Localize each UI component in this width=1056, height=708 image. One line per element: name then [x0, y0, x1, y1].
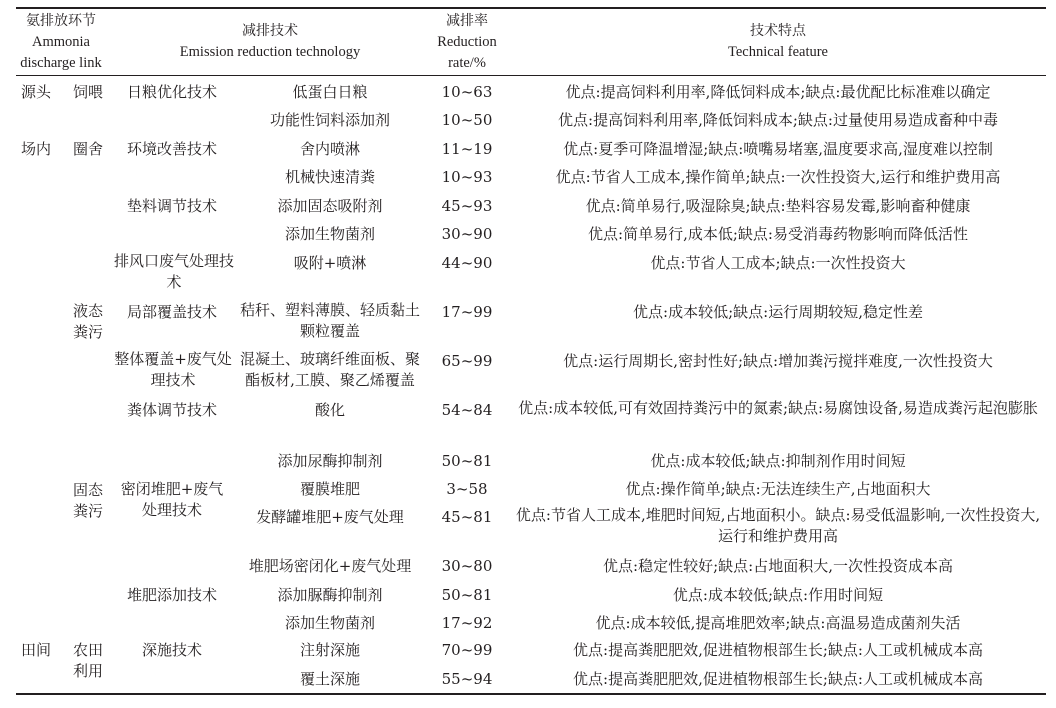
feature: 优点:操作简单;缺点:无法连续生产,占地面积大 [625, 479, 931, 498]
feature: 优点:成本较低;缺点:作用时间短 [672, 585, 884, 604]
header-link-cn: 氨排放环节 [26, 12, 96, 29]
header-feature [510, 9, 1046, 75]
category-exhaust-treatment: 排风口废气处理技术 [114, 252, 235, 291]
header-rule [16, 75, 1046, 76]
method: 酸化 [314, 400, 345, 419]
rate: 10~63 [441, 82, 493, 101]
rate: 3~58 [446, 479, 488, 498]
rate: 10~93 [441, 167, 493, 186]
link-barn: 圈舍 [72, 139, 103, 158]
feature: 优点:提高饲料利用率,降低饲料成本;缺点:过量使用易造成畜种中毒 [558, 110, 998, 129]
feature: 优点:成本较低;缺点:运行周期较短,稳定性差 [633, 302, 923, 321]
method: 添加脲酶抑制剂 [277, 585, 383, 604]
rate: 45~81 [441, 507, 493, 526]
category-bedding-adjustment: 垫料调节技术 [126, 196, 217, 215]
header-feature-cn: 技术特点 [750, 23, 806, 39]
method: 发酵罐堆肥+废气处理 [256, 507, 404, 526]
feature: 优点:节省人工成本;缺点:一次性投资大 [650, 253, 906, 272]
category-deep-application: 深施技术 [141, 640, 202, 659]
rate: 54~84 [441, 400, 493, 419]
feature: 优点:稳定性较好;缺点:占地面积大,一次性投资成本高 [603, 556, 953, 575]
category-partial-cover: 局部覆盖技术 [126, 302, 217, 321]
rate: 45~93 [441, 196, 493, 215]
category-closed-compost-exhaust: 密闭堆肥+废气处理技术 [120, 480, 224, 519]
feature: 优点:简单易行,成本低;缺点:易受消毒药物影响而降低活性 [588, 224, 968, 243]
bottom-rule [16, 693, 1046, 695]
method: 添加固态吸附剂 [277, 196, 383, 215]
feature: 优点:运行周期长,密封性好;缺点:增加粪污搅拌难度,一次性投资大 [563, 351, 993, 370]
feature: 优点:成本较低;缺点:抑制剂作用时间短 [650, 451, 906, 470]
link-feeding: 饲喂 [72, 82, 103, 101]
header-rate-cn: 减排率 [446, 12, 488, 29]
method: 添加生物菌剂 [284, 613, 375, 632]
method: 堆肥场密闭化+废气处理 [248, 556, 412, 575]
category-compost-additive: 堆肥添加技术 [126, 585, 217, 604]
feature: 优点:夏季可降温增湿;缺点:喷嘴易堵塞,温度要求高,湿度难以控制 [563, 139, 993, 158]
group-source: 源头 [20, 82, 51, 101]
header-link-en-1: Ammonia [32, 33, 90, 50]
rate: 70~99 [441, 640, 493, 659]
header-tech [114, 9, 426, 75]
feature: 优点:节省人工成本,操作简单;缺点:一次性投资大,运行和维护费用高 [555, 167, 1001, 186]
rate: 65~99 [441, 351, 493, 370]
feature: 优点:简单易行,吸湿除臭;缺点:垫料容易发霉,影响畜种健康 [585, 196, 971, 215]
method: 添加生物菌剂 [284, 224, 375, 243]
feature: 优点:节省人工成本,堆肥时间短,占地面积小。缺点:易受低温影响,一次性投资大,运行和维护费用高 [515, 506, 1041, 545]
rate: 17~99 [441, 302, 493, 321]
method: 覆膜堆肥 [299, 479, 360, 498]
link-farmland-use: 农田利用 [72, 641, 103, 680]
rate: 30~90 [441, 224, 493, 243]
rate: 55~94 [441, 669, 493, 688]
feature: 优点:提高饲料利用率,降低饲料成本;缺点:最优配比标准难以确定 [565, 82, 991, 101]
header-rate [424, 9, 510, 75]
rate: 10~50 [441, 110, 493, 129]
feature: 优点:提高粪肥肥效,促进植物根部生长;缺点:人工或机械成本高 [573, 669, 983, 688]
method: 添加尿酶抑制剂 [277, 451, 383, 470]
category-environment-improvement: 环境改善技术 [126, 139, 217, 158]
method: 秸秆、塑料薄膜、轻质黏土颗粒覆盖 [239, 301, 420, 340]
method: 舍内喷淋 [299, 139, 360, 158]
header-feature-en: Technical feature [727, 44, 828, 60]
header-link [10, 9, 112, 75]
method: 低蛋白日粮 [292, 82, 368, 101]
rate: 30~80 [441, 556, 493, 575]
group-in-farm: 场内 [20, 139, 51, 158]
method: 功能性饲料添加剂 [269, 110, 390, 129]
feature: 优点:提高粪肥肥效,促进植物根部生长;缺点:人工或机械成本高 [573, 640, 983, 659]
category-diet-optimization: 日粮优化技术 [126, 82, 217, 101]
rate: 17~92 [441, 613, 493, 632]
feature: 优点:成本较低,提高堆肥效率;缺点:高温易造成菌剂失活 [595, 613, 961, 632]
rate: 50~81 [441, 451, 493, 470]
category-full-cover-exhaust: 整体覆盖+废气处理技术 [114, 350, 232, 389]
header-rate-en-1: Reduction [437, 33, 497, 50]
rate: 11~19 [441, 139, 493, 158]
link-solid-manure: 固态粪污 [72, 481, 103, 520]
method: 注射深施 [299, 640, 360, 659]
header-tech-cn: 减排技术 [242, 23, 298, 39]
feature: 优点:成本较低,可有效固持粪污中的氮素;缺点:易腐蚀设备,易造成粪污起泡膨胀 [518, 399, 1038, 417]
method: 机械快速清粪 [284, 167, 375, 186]
rate: 50~81 [441, 585, 493, 604]
header-link-en-2: discharge link [20, 54, 102, 71]
header-tech-en: Emission reduction technology [179, 44, 361, 60]
method: 吸附+喷淋 [293, 253, 367, 272]
method: 混凝土、玻璃纤维面板、聚酯板材,工膜、聚乙烯覆盖 [239, 350, 420, 389]
rate: 44~90 [441, 253, 493, 272]
category-manure-adjustment: 粪体调节技术 [126, 400, 217, 419]
link-liquid-manure: 液态粪污 [72, 302, 103, 341]
group-field: 田间 [20, 640, 51, 659]
header-rate-en-2: rate/% [448, 54, 486, 71]
method: 覆土深施 [299, 669, 360, 688]
